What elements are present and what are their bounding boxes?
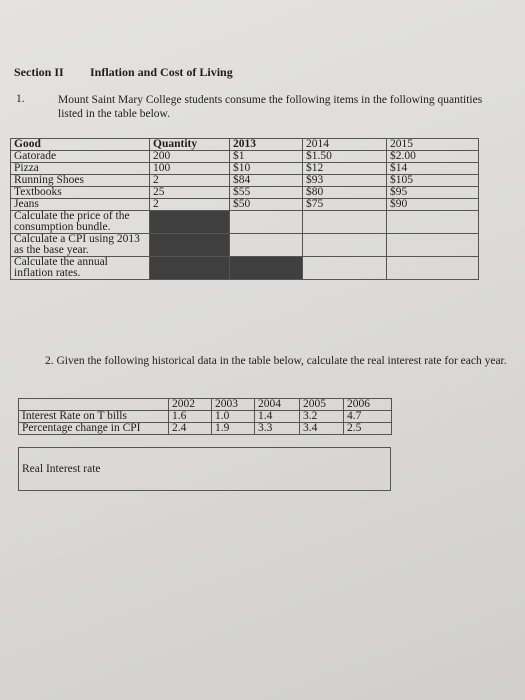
table-cell: 3.3 [255,423,300,435]
answer-cell [303,211,387,234]
table-cell: Jeans [11,199,150,211]
table-cell: 2.5 [344,423,392,435]
table-cell: Pizza [11,163,150,175]
table-row [11,175,479,187]
task-row [11,234,479,257]
question-2-body: Given the following historical data in the table below, calculate the real interest rate for each year. [56,355,507,367]
section-label: Section II [14,65,64,79]
table-cell: 3.2 [300,411,344,423]
task-label: Calculate a CPI using 2013 as the base year. [11,234,150,257]
interest-table [18,398,392,435]
header-cell: 2015 [387,139,479,151]
table-row [19,423,392,435]
table-cell: $93 [303,175,387,187]
table-cell: 2.4 [169,423,212,435]
row-label: Percentage change in CPI [19,423,169,435]
shaded-cell [230,257,303,280]
table-row [11,187,479,199]
table-cell: 2 [150,175,230,187]
table-cell: 25 [150,187,230,199]
table-cell: $14 [387,163,479,175]
year-cell: 2003 [212,399,255,411]
shaded-cell [150,211,230,234]
table-cell: $90 [387,199,479,211]
table-cell: 1.9 [212,423,255,435]
table-cell: $2.00 [387,151,479,163]
question-2-text [5,354,515,368]
table-cell: 200 [150,151,230,163]
year-cell: 2002 [169,399,212,411]
task-label: Calculate the annual inflation rates. [11,257,150,280]
empty-cell [19,399,169,411]
table-cell: $84 [230,175,303,187]
table-cell: $1.50 [303,151,387,163]
task-label: Calculate the price of the consumption bundle. [11,211,150,234]
answer-cell [303,257,387,280]
table-cell: 1.6 [169,411,212,423]
year-cell: 2005 [300,399,344,411]
table-row [11,199,479,211]
question-1-text: Mount Saint Mary College students consume the following items in the following quantities listed in the table below. [58,94,483,120]
row-label: Interest Rate on T bills [19,411,169,423]
table-cell: Gatorade [11,151,150,163]
question-2-number: 2. [45,355,54,367]
table-cell: $95 [387,187,479,199]
task-row [11,211,479,234]
table-cell: 1.4 [255,411,300,423]
table-header-row [11,139,479,151]
table-cell: 3.4 [300,423,344,435]
shaded-cell [150,234,230,257]
section-title: Inflation and Cost of Living [90,65,233,79]
answer-cell [303,234,387,257]
answer-cell [387,211,479,234]
answer-cell [230,234,303,257]
table-row [11,151,479,163]
header-cell: 2014 [303,139,387,151]
table-cell: $10 [230,163,303,175]
header-cell: Good [11,139,150,151]
table-cell: $55 [230,187,303,199]
table-cell: Textbooks [11,187,150,199]
table-row [19,411,392,423]
real-interest-rate-label: Real Interest rate [22,463,101,475]
answer-cell [387,257,479,280]
header-cell: 2013 [230,139,303,151]
table-cell: $12 [303,163,387,175]
year-row [19,399,392,411]
answer-cell [387,234,479,257]
table-cell: $75 [303,199,387,211]
year-cell: 2004 [255,399,300,411]
table-cell: $80 [303,187,387,199]
consumption-table [10,138,479,280]
header-cell: Quantity [150,139,230,151]
table-cell: $50 [230,199,303,211]
table-row [11,163,479,175]
question-1-number: 1. [16,93,25,105]
answer-cell [230,211,303,234]
table-cell: $105 [387,175,479,187]
table-cell: 4.7 [344,411,392,423]
real-interest-rate-box [18,447,391,491]
shaded-cell [150,257,230,280]
table-cell: $1 [230,151,303,163]
table-cell: 2 [150,199,230,211]
table-cell: Running Shoes [11,175,150,187]
year-cell: 2006 [344,399,392,411]
table-cell: 1.0 [212,411,255,423]
task-row [11,257,479,280]
table-cell: 100 [150,163,230,175]
